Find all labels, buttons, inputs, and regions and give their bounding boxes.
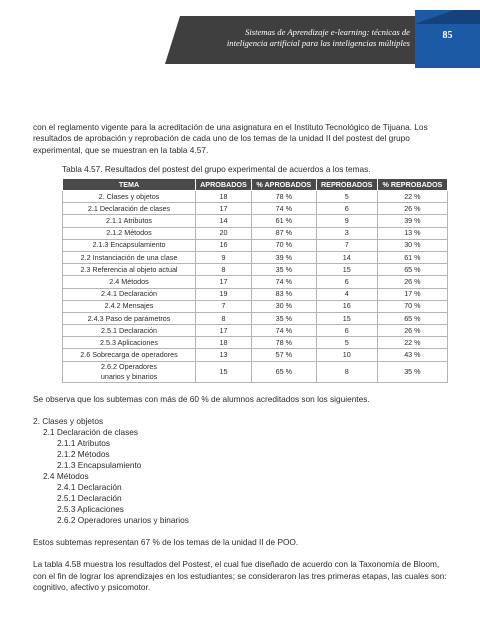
summary-paragraph: Estos subtemas representan 67 % de los temas de la unidad II de POO. bbox=[33, 537, 299, 548]
table-cell-aprobados: 8 bbox=[196, 312, 252, 324]
list-item: 2.4 Métodos bbox=[43, 471, 89, 482]
table-row bbox=[63, 239, 448, 251]
list-item: 2.4.1 Declaración bbox=[57, 482, 122, 493]
table-cell-tema: 2.1.2 Métodos bbox=[63, 227, 196, 239]
header-pct-reprobados: % REPROBADOS bbox=[377, 178, 447, 190]
table-cell-pct-aprobados: 78 % bbox=[251, 337, 316, 349]
table-row bbox=[63, 276, 448, 288]
table-cell-pct-reprobados: 26 % bbox=[377, 203, 447, 215]
table-cell-pct-aprobados: 83 % bbox=[251, 288, 316, 300]
table-header-row bbox=[63, 178, 448, 190]
table-cell-pct-reprobados: 61 % bbox=[377, 251, 447, 263]
table-cell-aprobados: 9 bbox=[196, 251, 252, 263]
table-row bbox=[63, 227, 448, 239]
table-cell-aprobados: 20 bbox=[196, 227, 252, 239]
table-cell-reprobados: 6 bbox=[316, 325, 377, 337]
table-cell-pct-aprobados: 35 % bbox=[251, 312, 316, 324]
table-row bbox=[63, 215, 448, 227]
table-cell-reprobados: 6 bbox=[316, 276, 377, 288]
table-cell-reprobados: 8 bbox=[316, 361, 377, 382]
table-cell-aprobados: 14 bbox=[196, 215, 252, 227]
table-cell-tema: 2. Clases y objetos bbox=[63, 191, 196, 203]
table-row bbox=[63, 264, 448, 276]
tema-line-1: 2.6.2 Operadores bbox=[101, 361, 157, 371]
table-cell-aprobados: 16 bbox=[196, 239, 252, 251]
table-cell-tema: 2.3 Referencia al objeto actual bbox=[63, 264, 196, 276]
table-cell-tema: 2.4.1 Declaración bbox=[63, 288, 196, 300]
table-row bbox=[63, 251, 448, 263]
table-cell-pct-reprobados: 70 % bbox=[377, 300, 447, 312]
table-cell-reprobados: 5 bbox=[316, 191, 377, 203]
table-row bbox=[63, 349, 448, 361]
table-cell-pct-reprobados: 22 % bbox=[377, 337, 447, 349]
table-row bbox=[63, 203, 448, 215]
table-cell-reprobados: 15 bbox=[316, 264, 377, 276]
list-item: 2.1.2 Métodos bbox=[57, 449, 110, 460]
table-cell-aprobados: 13 bbox=[196, 349, 252, 361]
table-row bbox=[63, 288, 448, 300]
results-table bbox=[62, 178, 448, 383]
intro-paragraph: con el reglamento vigente para la acreditación de una asignatura en el Instituto Tecnológico de Tijuana. Los resultados de aprobación y reprobación de cada uno de los temas de la unidad II del postest del grupo experimental, que se muestran en la tabla 4.57. bbox=[33, 122, 428, 155]
table-cell-pct-reprobados: 30 % bbox=[377, 239, 447, 251]
table-cell-pct-reprobados: 26 % bbox=[377, 276, 447, 288]
table-cell-pct-aprobados: 70 % bbox=[251, 239, 316, 251]
table-cell-pct-reprobados: 65 % bbox=[377, 264, 447, 276]
table-cell-reprobados: 14 bbox=[316, 251, 377, 263]
table-cell-tema: 2.4 Métodos bbox=[63, 276, 196, 288]
table-cell-reprobados: 15 bbox=[316, 312, 377, 324]
table-cell-aprobados: 18 bbox=[196, 191, 252, 203]
list-item: 2.1.3 Encapsulamiento bbox=[57, 460, 142, 471]
table-cell-reprobados: 9 bbox=[316, 215, 377, 227]
table-row bbox=[63, 312, 448, 324]
list-item: 2.5.3 Aplicaciones bbox=[57, 504, 124, 515]
table-cell-reprobados: 16 bbox=[316, 300, 377, 312]
table-row bbox=[63, 337, 448, 349]
table-cell-reprobados: 5 bbox=[316, 337, 377, 349]
table-cell-pct-aprobados: 57 % bbox=[251, 349, 316, 361]
table-cell-tema: 2.6 Sobrecarga de operadores bbox=[63, 349, 196, 361]
table-cell-aprobados: 17 bbox=[196, 325, 252, 337]
table-cell-tema: 2.1.3 Encapsulamiento bbox=[63, 239, 196, 251]
list-item: 2.1.1 Atributos bbox=[57, 438, 111, 449]
page-header bbox=[0, 0, 480, 78]
table-cell-tema: 2.1 Declaración de clases bbox=[63, 203, 196, 215]
running-title-line-1: Sistemas de Aprendizaje e-learning: técnicas de bbox=[245, 27, 410, 37]
table-cell-aprobados: 17 bbox=[196, 203, 252, 215]
table-body bbox=[63, 191, 448, 383]
header-aprobados: APROBADOS bbox=[196, 178, 252, 190]
table-caption: Tabla 4.57. Resultados del postest del grupo experimental de acuerdos a los temas. bbox=[62, 164, 371, 175]
table-row bbox=[63, 300, 448, 312]
page-body bbox=[33, 122, 449, 594]
table-cell-pct-aprobados: 74 % bbox=[251, 276, 316, 288]
table-cell-tema: 2.1.1 Atributos bbox=[63, 215, 196, 227]
observation-paragraph: Se observa que los subtemas con más de 60 % de alumnos acreditados son los siguientes. bbox=[33, 393, 370, 404]
table-cell-pct-aprobados: 30 % bbox=[251, 300, 316, 312]
table-cell-pct-reprobados: 39 % bbox=[377, 215, 447, 227]
table-cell-tema bbox=[63, 361, 196, 382]
table-row bbox=[63, 325, 448, 337]
table-cell-tema: 2.4.2 Mensajes bbox=[63, 300, 196, 312]
closing-paragraph: La tabla 4.58 muestra los resultados del Postest, el cual fue diseñado de acuerdo con la Taxonomía de Bloom, con el fin de lograr los aprendizajes en los estudiantes; se consideraron las tres primeras etapas, las cuales son: cognitivo, afectivo y psicomotor. bbox=[33, 559, 447, 593]
table-cell-reprobados: 10 bbox=[316, 349, 377, 361]
table-row bbox=[63, 191, 448, 203]
running-title-line-2: inteligencia artificial para las inteligencias múltiples bbox=[226, 38, 410, 48]
list-item: 2. Clases y objetos bbox=[33, 416, 104, 427]
list-item: 2.1 Declaración de clases bbox=[43, 427, 139, 438]
table-cell-aprobados: 18 bbox=[196, 337, 252, 349]
table-cell-tema: 2.2 Instanciación de una clase bbox=[63, 251, 196, 263]
table-cell-reprobados: 4 bbox=[316, 288, 377, 300]
header-reprobados: REPROBADOS bbox=[316, 178, 377, 190]
running-title bbox=[198, 27, 410, 49]
table-cell-pct-aprobados: 78 % bbox=[251, 191, 316, 203]
table-row-last bbox=[63, 361, 448, 382]
table-cell-tema: 2.4.3 Paso de parámetros bbox=[63, 312, 196, 324]
table-cell-pct-aprobados: 65 % bbox=[251, 361, 316, 382]
table-cell-aprobados: 17 bbox=[196, 276, 252, 288]
list-item: 2.5.1 Declaración bbox=[57, 493, 122, 504]
table-cell-pct-aprobados: 61 % bbox=[251, 215, 316, 227]
table-cell-tema: 2.5.1 Declaración bbox=[63, 325, 196, 337]
table-cell-tema: 2.5.3 Aplicaciones bbox=[63, 337, 196, 349]
table-cell-pct-aprobados: 35 % bbox=[251, 264, 316, 276]
table-cell-aprobados: 8 bbox=[196, 264, 252, 276]
table-cell-aprobados: 7 bbox=[196, 300, 252, 312]
page-number: 85 bbox=[442, 30, 453, 41]
table-cell-pct-reprobados: 26 % bbox=[377, 325, 447, 337]
list-item: 2.6.2 Operadores unarios y binarios bbox=[57, 515, 189, 526]
tema-line-2: unarios y binarios bbox=[100, 371, 158, 381]
table-cell-pct-aprobados: 39 % bbox=[251, 251, 316, 263]
table-cell-pct-reprobados: 13 % bbox=[377, 227, 447, 239]
table-cell-aprobados: 15 bbox=[196, 361, 252, 382]
header-tema: TEMA bbox=[63, 178, 196, 190]
table-cell-pct-reprobados: 35 % bbox=[377, 361, 447, 382]
table-cell-pct-reprobados: 43 % bbox=[377, 349, 447, 361]
table-cell-pct-aprobados: 74 % bbox=[251, 325, 316, 337]
table-cell-pct-reprobados: 17 % bbox=[377, 288, 447, 300]
header-pct-aprobados: % APROBADOS bbox=[251, 178, 316, 190]
table-cell-pct-reprobados: 65 % bbox=[377, 312, 447, 324]
subtopic-list bbox=[33, 416, 449, 526]
table-cell-reprobados: 3 bbox=[316, 227, 377, 239]
table-cell-pct-aprobados: 74 % bbox=[251, 203, 316, 215]
table-cell-aprobados: 19 bbox=[196, 288, 252, 300]
table-cell-reprobados: 7 bbox=[316, 239, 377, 251]
table-cell-reprobados: 6 bbox=[316, 203, 377, 215]
table-cell-pct-reprobados: 22 % bbox=[377, 191, 447, 203]
table-cell-pct-aprobados: 87 % bbox=[251, 227, 316, 239]
